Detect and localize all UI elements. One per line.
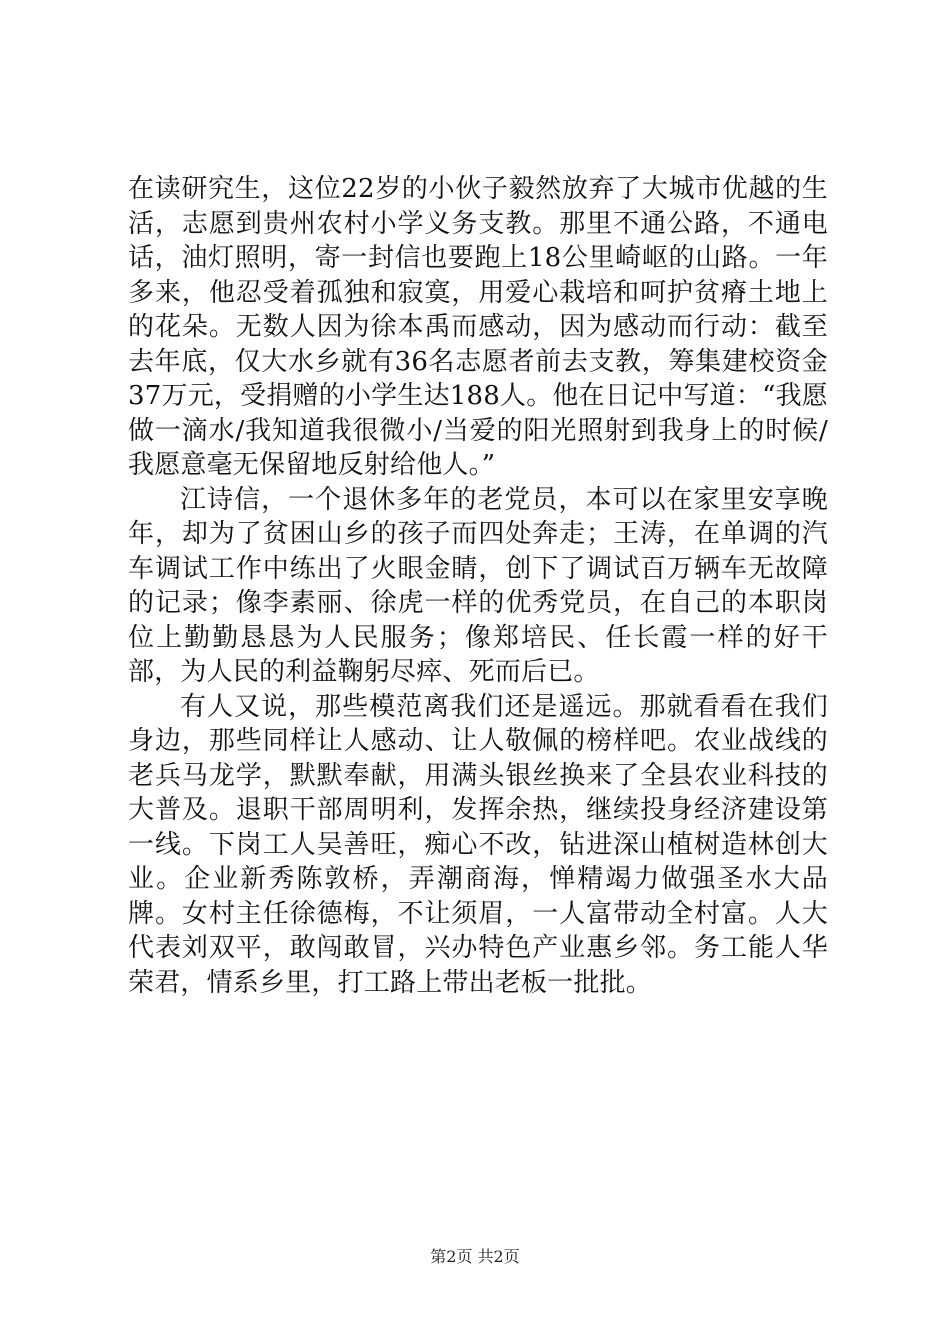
page-number: 第2页 共2页 (430, 1247, 520, 1266)
page-footer (0, 1244, 950, 1267)
paragraph-1: 在读研究生，这位22岁的小伙子毅然放弃了大城市优越的生活，志愿到贵州农村小学义务支教。那里不通公路，不通电话，油灯照明，寄一封信也要跑上18公里崎岖的山路。一年多来，他忍受着孤独和寂寞，用爱心栽培和呵护贫瘠土地上的花朵。无数人因为徐本禹而感动，因为感动而行动：截至去年底，仅大水乡就有36名志愿者前去支教，筹集建校资金37万元，受捐赠的小学生达188人。他在日记中写道：“我愿做一滴水/我知道我很微小/当爱的阳光照射到我身上的时候/我愿意毫无保留地反射给他人。” (128, 174, 828, 480)
paragraph-2: 江诗信，一个退休多年的老党员，本可以在家里安享晚年，却为了贫困山乡的孩子而四处奔走；王涛，在单调的汽车调试工作中练出了火眼金睛，创下了调试百万辆车无故障的记录；像李素丽、徐虎一样的优秀党员，在自己的本职岗位上勤勤恳恳为人民服务；像郑培民、任长霞一样的好干部，为人民的利益鞠躬尽瘁、死而后已。 (128, 484, 828, 687)
document-body (128, 172, 828, 1000)
paragraph-3: 有人又说，那些模范离我们还是遥远。那就看看在我们身边，那些同样让人感动、让人敬佩的榜样吧。农业战线的老兵马龙学，默默奉献，用满头银丝换来了全县农业科技的大普及。退职干部周明利，发挥余热，继续投身经济建设第一线。下岗工人吴善旺，痴心不改，钻进深山植树造林创大业。企业新秀陈敦桥，弄潮商海，惮精竭力做强圣水大品牌。女村主任徐德梅，不让须眉，一人富带动全村富。人大代表刘双平，敢闯敢冒，兴办特色产业惠乡邻。务工能人华荣君，情系乡里，打工路上带出老板一批批。 (128, 691, 828, 998)
